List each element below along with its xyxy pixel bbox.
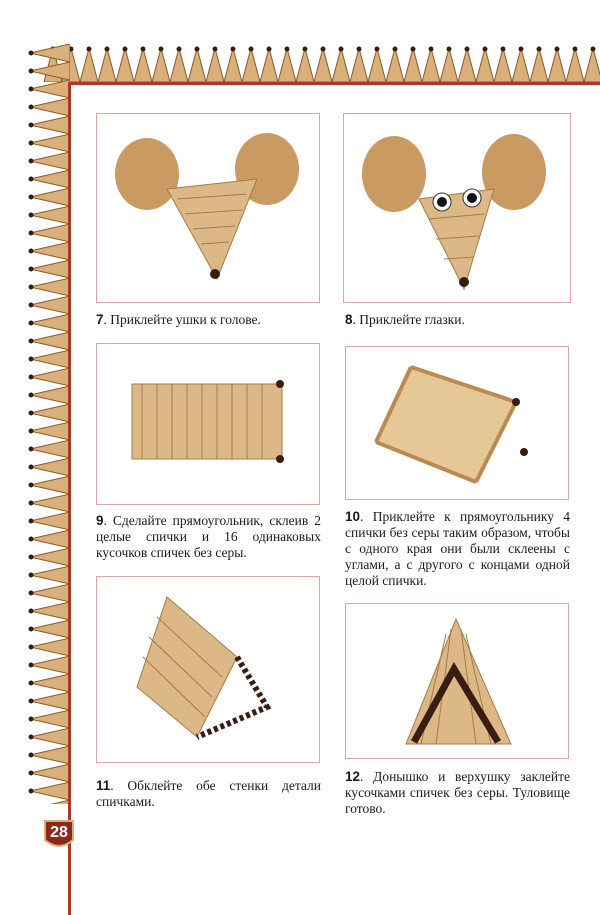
mouse-head-eyes-illustration [344, 114, 570, 302]
decorative-border-left [0, 44, 70, 804]
photo-step-7 [96, 113, 320, 303]
photo-step-11 [96, 576, 320, 763]
finished-body-illustration [346, 604, 568, 758]
match-rectangle-illustration [97, 344, 319, 504]
decorative-border-top [44, 44, 600, 82]
match-frame-illustration [346, 347, 568, 499]
mouse-head-ears-illustration [97, 114, 319, 302]
page-number: 28 [50, 824, 68, 841]
caption-step-8: 8. Приклейте глазки. [345, 312, 465, 327]
photo-step-9 [96, 343, 320, 505]
photo-step-10 [345, 346, 569, 500]
photo-step-12 [345, 603, 569, 759]
caption-step-12: 12. Донышко и верхушку заклейте кусочками спичек без серы. Туловище готово. [345, 769, 570, 816]
caption-step-7: 7. Приклейте ушки к голове. [96, 312, 261, 327]
covered-walls-illustration [97, 577, 319, 762]
caption-step-11: 11. Обклейте обе стенки детали спичками. [96, 778, 321, 809]
caption-step-9: 9. Сделайте прямоугольник, склеив 2 целые спички и 16 одинаковых кусочков спичек без серы. [96, 513, 321, 560]
page-number-badge [42, 818, 76, 852]
caption-step-10: 10. Приклейте к прямоугольнику 4 спички без серы таким образом, чтобы с одного края они были склеены с углами, а с другого с концами одной целой спички. [345, 509, 570, 588]
photo-step-8 [343, 113, 571, 303]
